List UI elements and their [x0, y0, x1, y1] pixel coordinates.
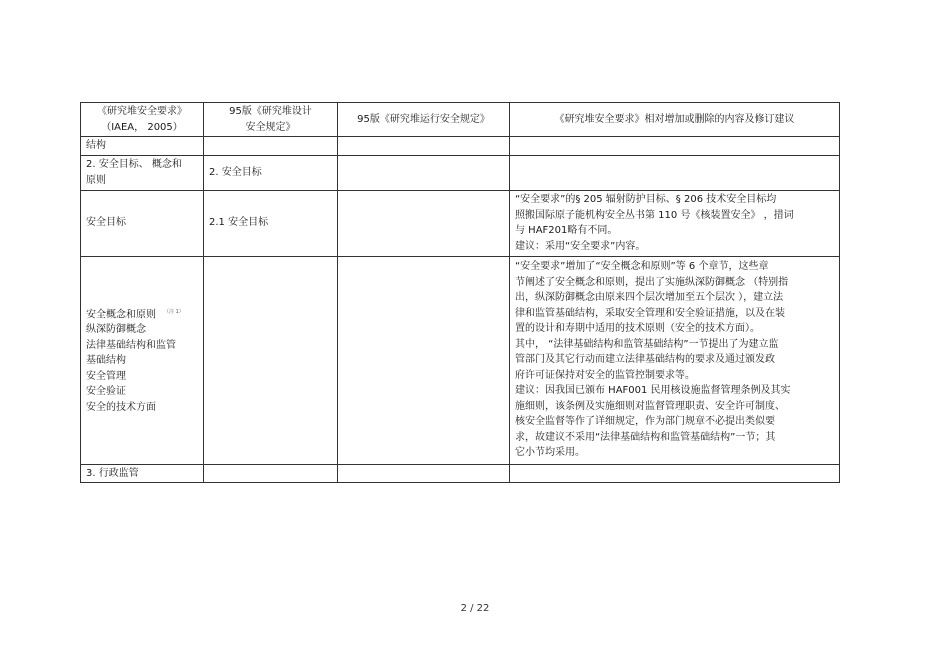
note-marker: （注 1） — [164, 308, 184, 315]
cell-design: 2. 安全目标 — [204, 155, 338, 190]
cell-design — [204, 464, 338, 483]
cell-suggestion — [510, 464, 840, 483]
cell-iaea: 结构 — [81, 137, 204, 156]
header-95-design-rules: 95版《研究堆设计 安全规定》 — [204, 103, 338, 137]
comparison-table — [80, 102, 840, 483]
cell-iaea: 3. 行政监管 — [81, 464, 204, 483]
cell-suggestion: “安全要求”增加了“安全概念和原则”等 6 个章节，这些章 节阐述了安全概念和原则，提出了实施纵深防御概念 （特别指 出，纵深防御概念由原来四个层次增加至五个层次 ），建立法 律和监管基础结构，采取安全管理和安全验证措施，以及在装 置的设计和寿期中适用的技术原则（安全的技术方面）。 其中， “法律基础结构和监管基础结构”一节提出了为建立监 管部门及其它行动而建立法律基础结构的要求及通过颁发政 府许可证保持对安全的监管控制要求等。 建议：因我国已颁布 HAF001 民用核设施监督管理条例及其实 施细则，该条例及实施细则对监督管理职责、安全许可制度、 核安全监督等作了详细规定，作为部门规章不必提出类似要 求，故建议不采用“法律基础结构和监管基础结构”一节；其 它小节均采用。 — [510, 256, 840, 464]
table-row — [81, 137, 840, 156]
cell-suggestion: “安全要求”的§ 205 辐射防护目标、§ 206 技术安全目标均 照搬国际原子能机构安全丛书第 110 号《核装置安全》 ，措词 与 HAF201略有不同。 建议：采用“安全要求”内容。 — [510, 190, 840, 256]
cell-operation — [338, 464, 510, 483]
concept-subitems: 纵深防御概念 法律基础结构和监管 基础结构 安全管理 安全验证 安全的技术方面 — [86, 324, 176, 413]
cell-operation — [338, 155, 510, 190]
table-row — [81, 155, 840, 190]
table-header-row — [81, 103, 840, 137]
cell-design — [204, 256, 338, 464]
cell-suggestion — [510, 155, 840, 190]
cell-suggestion — [510, 137, 840, 156]
cell-iaea: 2. 安全目标、 概念和 原则 — [81, 155, 204, 190]
cell-operation — [338, 190, 510, 256]
cell-design: 2.1 安全目标 — [204, 190, 338, 256]
page-number: 2 / 22 — [460, 603, 490, 614]
cell-design — [204, 137, 338, 156]
cell-operation — [338, 137, 510, 156]
table-row — [81, 256, 840, 464]
cell-operation — [338, 256, 510, 464]
table-row — [81, 464, 840, 483]
header-changes-and-suggestions: 《研究堆安全要求》相对增加或删除的内容及修订建议 — [510, 103, 840, 137]
cell-iaea — [81, 256, 204, 464]
table-row — [81, 190, 840, 256]
cell-iaea: 安全目标 — [81, 190, 204, 256]
header-iaea-requirements: 《研究堆安全要求》 （IAEA， 2005） — [81, 103, 204, 137]
concept-principles-label: 安全概念和原则 — [86, 308, 156, 320]
header-95-operation-rules: 95版《研究堆运行安全规定》 — [338, 103, 510, 137]
